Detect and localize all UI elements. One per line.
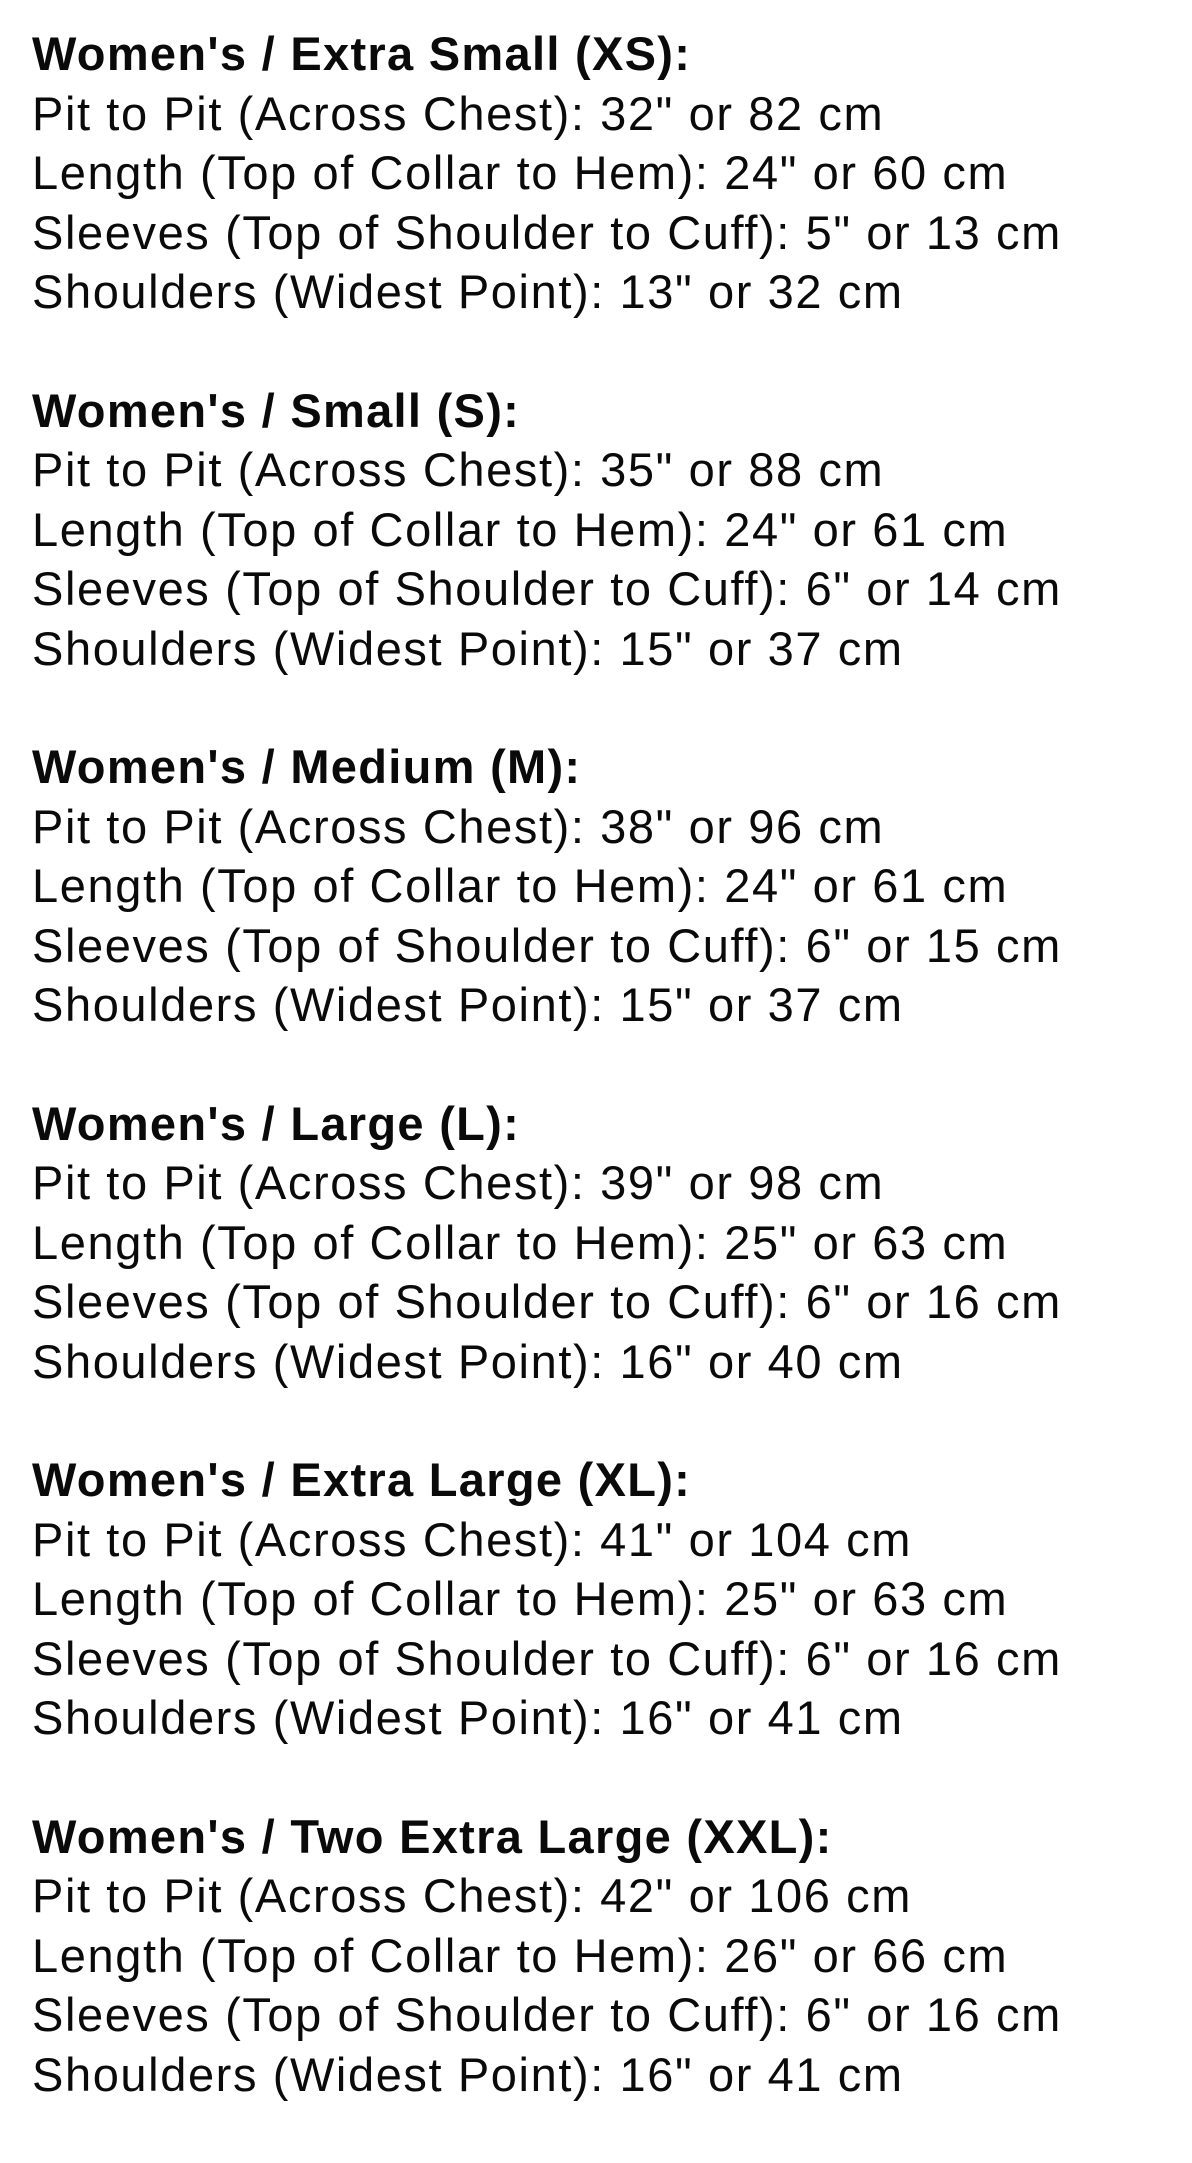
size-heading: Women's / Small (S): [32, 383, 521, 437]
size-section-m [32, 737, 1182, 1035]
pit-to-pit-line: Pit to Pit (Across Chest): 42" or 106 cm [32, 1869, 912, 1922]
length-line: Length (Top of Collar to Hem): 26" or 66 cm [32, 1928, 1009, 1982]
sleeves-line: Sleeves (Top of Shoulder to Cuff): 6" or 14 cm [32, 562, 1062, 615]
pit-to-pit-line: Pit to Pit (Across Chest): 32" or 82 cm [32, 86, 885, 140]
shoulders-line: Shoulders (Widest Point): 16" or 41 cm [32, 2047, 904, 2101]
sleeves-line: Sleeves (Top of Shoulder to Cuff): 5" or 13 cm [32, 205, 1062, 259]
size-heading: Women's / Large (L): [32, 1096, 521, 1150]
size-heading: Women's / Two Extra Large (XXL): [32, 1809, 833, 1863]
length-line: Length (Top of Collar to Hem): 24" or 61 cm [32, 859, 1009, 912]
sleeves-line: Sleeves (Top of Shoulder to Cuff): 6" or 16 cm [32, 1988, 1062, 2041]
size-section-xxl [32, 1807, 1182, 2105]
size-heading: Women's / Medium (M): [32, 740, 582, 793]
sleeves-line: Sleeves (Top of Shoulder to Cuff): 6" or 16 cm [32, 1275, 1062, 1328]
length-line: Length (Top of Collar to Hem): 25" or 63 cm [32, 1215, 1009, 1269]
shoulders-line: Shoulders (Widest Point): 15" or 37 cm [32, 621, 904, 675]
size-section-xs [32, 24, 1182, 322]
length-line: Length (Top of Collar to Hem): 24" or 61 cm [32, 502, 1009, 556]
pit-to-pit-line: Pit to Pit (Across Chest): 39" or 98 cm [32, 1156, 885, 1209]
size-section-xl [32, 1450, 1182, 1748]
pit-to-pit-line: Pit to Pit (Across Chest): 38" or 96 cm [32, 799, 885, 853]
size-section-l [32, 1094, 1182, 1392]
size-chart [32, 24, 1182, 2163]
size-section-s [32, 381, 1182, 679]
size-heading: Women's / Extra Large (XL): [32, 1453, 692, 1506]
length-line: Length (Top of Collar to Hem): 25" or 63 cm [32, 1572, 1009, 1625]
pit-to-pit-line: Pit to Pit (Across Chest): 41" or 104 cm [32, 1512, 912, 1566]
size-heading: Women's / Extra Small (XS): [32, 27, 692, 80]
shoulders-line: Shoulders (Widest Point): 16" or 41 cm [32, 1691, 904, 1744]
shoulders-line: Shoulders (Widest Point): 16" or 40 cm [32, 1334, 904, 1388]
shoulders-line: Shoulders (Widest Point): 15" or 37 cm [32, 978, 904, 1031]
pit-to-pit-line: Pit to Pit (Across Chest): 35" or 88 cm [32, 443, 885, 496]
shoulders-line: Shoulders (Widest Point): 13" or 32 cm [32, 265, 904, 318]
sleeves-line: Sleeves (Top of Shoulder to Cuff): 6" or 15 cm [32, 918, 1062, 972]
length-line: Length (Top of Collar to Hem): 24" or 60 cm [32, 146, 1009, 199]
sleeves-line: Sleeves (Top of Shoulder to Cuff): 6" or 16 cm [32, 1631, 1062, 1685]
